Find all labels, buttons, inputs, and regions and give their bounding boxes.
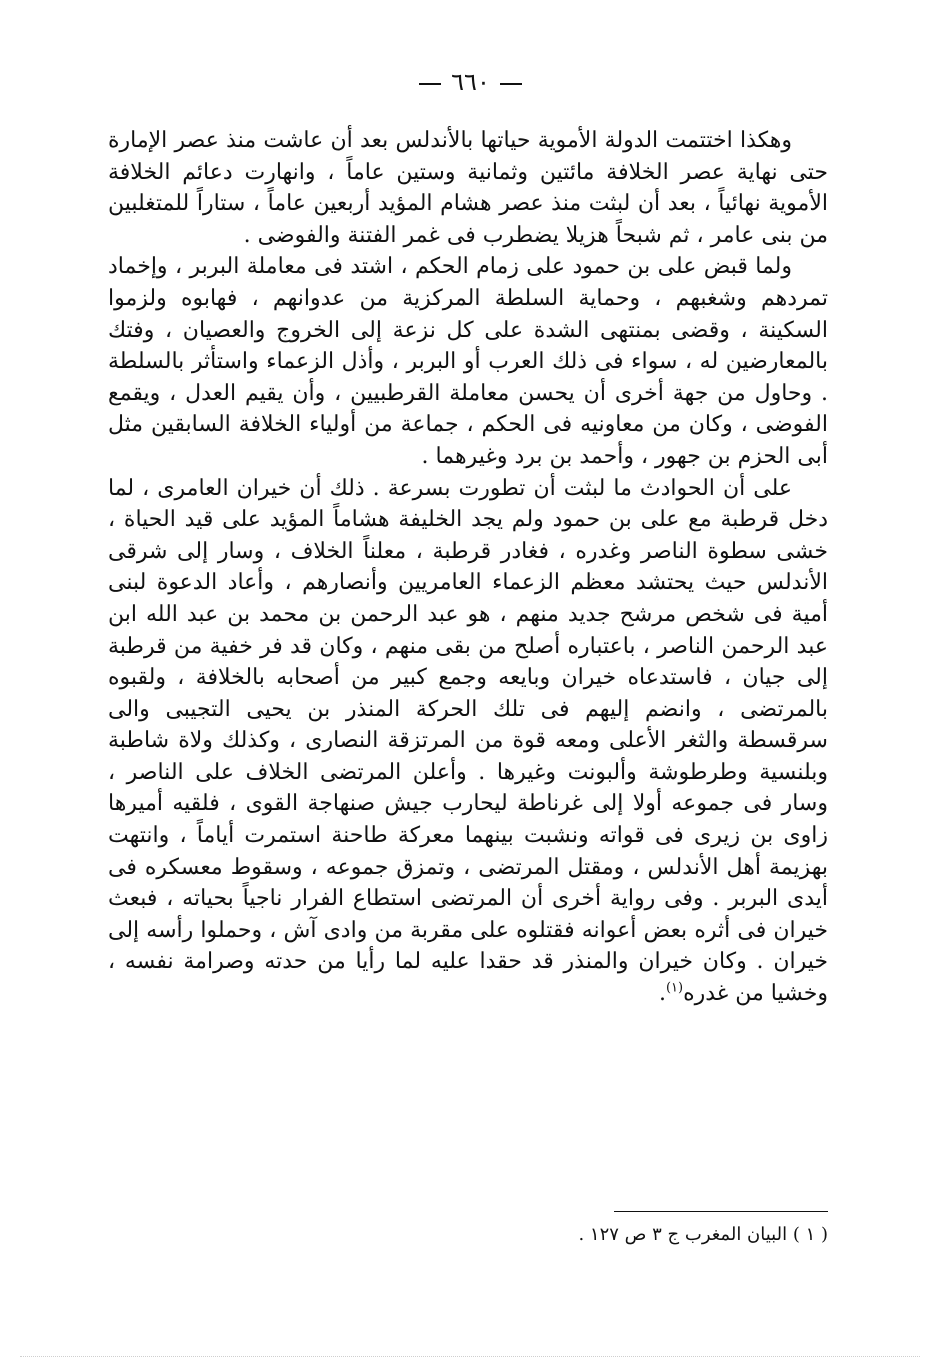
body-text: [108, 125, 828, 1010]
paragraph-2: ولما قبض على بن حمود على زمام الحكم ، اشتد فى معاملة البربر ، وإخماد تمردهم وشغبهم ، وحماية السلطة المركزية من عدوانهم ، فهابوه ولزموا السكينة ، وقضى بمنتهى الشدة على كل نزعة إلى الخروج والعصيان ، وفتك بالمعارضين له ، سواء فى ذلك العرب أو البربر ، وأذل الزعماء واستأثر بالسلطة . وحاول من جهة أخرى أن يحسن معاملة القرطبيين ، وأن يقيم العدل ، ويقمع الفوضى ، وكان من معاونيه فى الحكم ، جماعة من أولياء الخلافة السابقين مثل أبى الحزم بن جهور ، وأحمد بن برد وغيرهما .: [108, 254, 828, 469]
footnote: ( ١ ) البيان المغرب ج ٣ ص ١٢٧ .: [578, 1224, 828, 1245]
scan-edge: [20, 1356, 920, 1357]
paragraph-3: [108, 473, 828, 1010]
paragraph-3-end: .: [658, 981, 666, 1007]
page-number: [0, 68, 941, 96]
paragraph-1: وهكذا اختتمت الدولة الأموية حياتها بالأندلس بعد أن عاشت منذ عصر الإمارة حتى نهاية عصر الخلافة مائتين وثمانية وستين عاماً ، وانهارت دعائم الخلافة الأموية نهائياً ، بعد أن لبثت منذ عصر هشام المؤيد أربعين عاماً ، ستاراً للمتغلبين من بنى عامر ، ثم شبحاً هزيلا يضطرب فى غمر الفتنة والفوضى .: [108, 128, 828, 248]
page-number-dash-left: [419, 83, 441, 85]
paragraph-3-text: على أن الحوادث ما لبثت أن تطورت بسرعة . ذلك أن خيران العامرى ، لما دخل قرطبة مع على بن حمود ولم يجد الخليفة هشاماً المؤيد على قيد الحياة ، خشى سطوة الناصر وغدره ، فغادر قرطبة ، معلناً الخلاف ، وسار إلى شرقى الأندلس حيث يحتشد معظم الزعماء العامريين وأنصارهم ، وأعاد الدعوة لبنى أمية فى شخص مرشح جديد منهم ، هو عبد الرحمن بن محمد بن عبد الله ابن عبد الرحمن الناصر ، باعتباره أصلح من بقى منهم ، وكان قد فر خفية من قرطبة إلى جيان ، فاستدعاه خيران وبايعه وجمع كبير من أصحابه بالخلافة ، ولقبوه بالمرتضى ، وانضم إليهم فى تلك الحركة المنذر بن يحيى التجيبى والى سرقسطة والثغر الأعلى ومعه قوة من المرتزقة النصارى ، وكذلك ولاة شاطبة وبلنسية وطرطوشة وألبونت وغيرها . وأعلن المرتضى الخلاف على الناصر ، وسار فى جموعه أولا إلى غرناطة ليحارب جيش صنهاجة القوى ، فلقيه أميرها زاوى بن زيرى فى قواته ونشبت بينهما معركة طاحنة استمرت أياماً ، وانتهت بهزيمة أهل الأندلس ، ومقتل المرتضى ، وتمزق جموعه ، وسقوط معسكره فى أيدى البربر . وفى رواية أخرى أن المرتضى استطاع الفرار ناجياً بحياته ، فبعث خيران فى أثره بعض أعوانه فقتلوه على مقربة من وادى آش ، وحملوا رأسه إلى خيران . وكان خيران والمنذر قد حقدا عليه لما رأيا من حدته وصرامة نفسه ، وخشيا من غدره: [108, 475, 828, 1007]
footnote-reference: (١): [665, 980, 684, 996]
page-number-text: ٦٦٠: [451, 68, 490, 96]
footnote-divider: [614, 1211, 828, 1212]
page-number-dash-right: [500, 83, 522, 85]
